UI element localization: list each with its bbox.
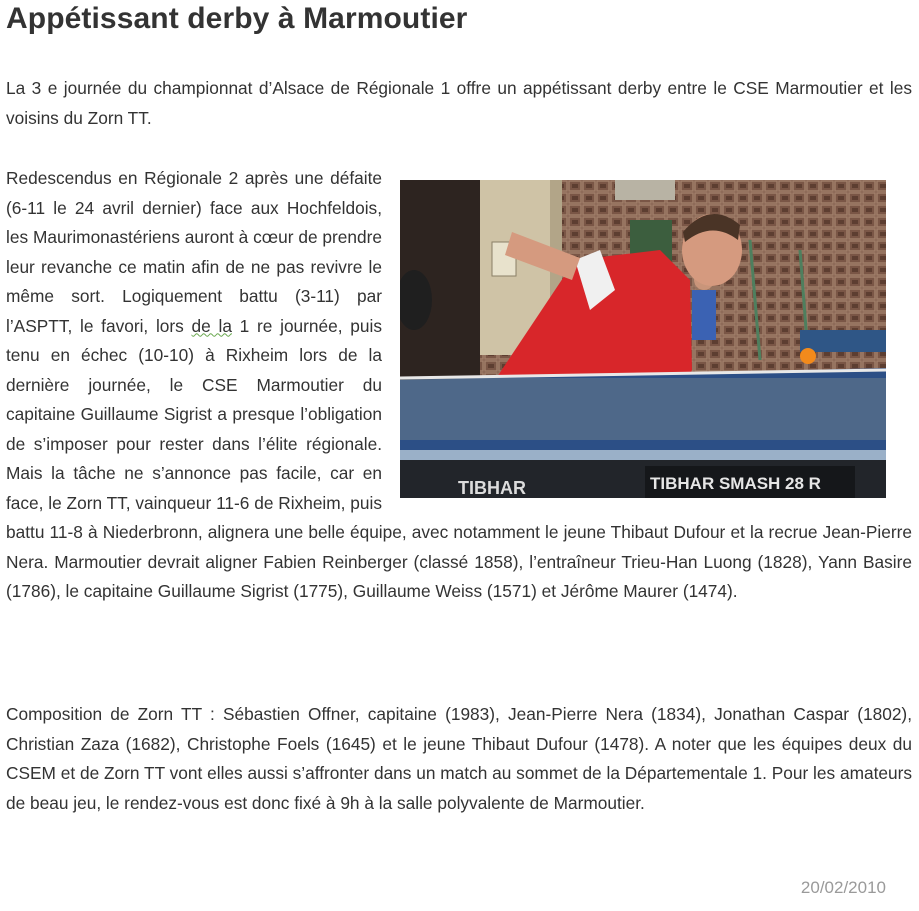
intro-paragraph: La 3 e journée du championnat d’Alsace de Régionale 1 offre un appétissant derby entre le CSE Marmoutier et les voisins du Zorn TT. [6, 78, 912, 128]
composition-paragraph: Composition de Zorn TT : Sébastien Offner, capitaine (1983), Jean-Pierre Nera (1834), Jonathan Caspar (1802), Christian Zaza (1682), Christophe Foels (1645) et le jeune Thibaut Dufour (1478). A noter que les équipes deux du CSEM et de Zorn TT vont elles aussi s’affronter dans un match au sommet de la Départementale 1. Pour les amateurs de beau jeu, le rendez-vous est donc fixé à 9h à la salle polyvalente de Marmoutier. [6, 704, 912, 813]
table-model-label: TIBHAR SMASH 28 R [650, 474, 821, 493]
body-text-end: 1 re journée, puis tenu en échec (10-10) à Rixheim lors de la dernière journée, le CSE Marmoutier du capitaine Guillaume Sigrist a presque l’obligation de s’imposer pour rester dans l’élite régionale. Mais la tâche ne s’annonce pas facile, car en face, le Zorn TT, vainqueur 11-6 de Rixheim, puis battu 11-8 à Niederbronn, alignera une belle équipe, avec notamment le jeune Thibaut Dufour et la recrue Jean-Pierre Nera. Marmoutier devrait aligner Fabien Reinberger (classé 1858), l’entraîneur Trieu-Han Luong (1828), Yann Basire (1786), le capitaine Guillaume Sigrist (1775), Guillaume Weiss (1571) et Jérôme Maurer (1474). [6, 315, 912, 601]
spellcheck-underlined-text: de la [191, 315, 232, 336]
table-tennis-photo [400, 180, 886, 498]
table-brand-label: TIBHAR [458, 478, 526, 498]
body-text-start: Redescendus en Régionale 2 après une défaite (6-11 le 24 avril dernier) face aux Hochfeldois, les Maurimonastériens auront à cœur de prendre leur revanche ce matin afin de ne pas revivre le même sort. Logiquement battu (3-11) par l’ASPTT, le favori, lors [6, 168, 382, 336]
article-title: Appétissant derby à Marmoutier [6, 2, 468, 35]
article-date: 20/02/2010 [800, 878, 886, 897]
body-paragraph [6, 164, 912, 607]
